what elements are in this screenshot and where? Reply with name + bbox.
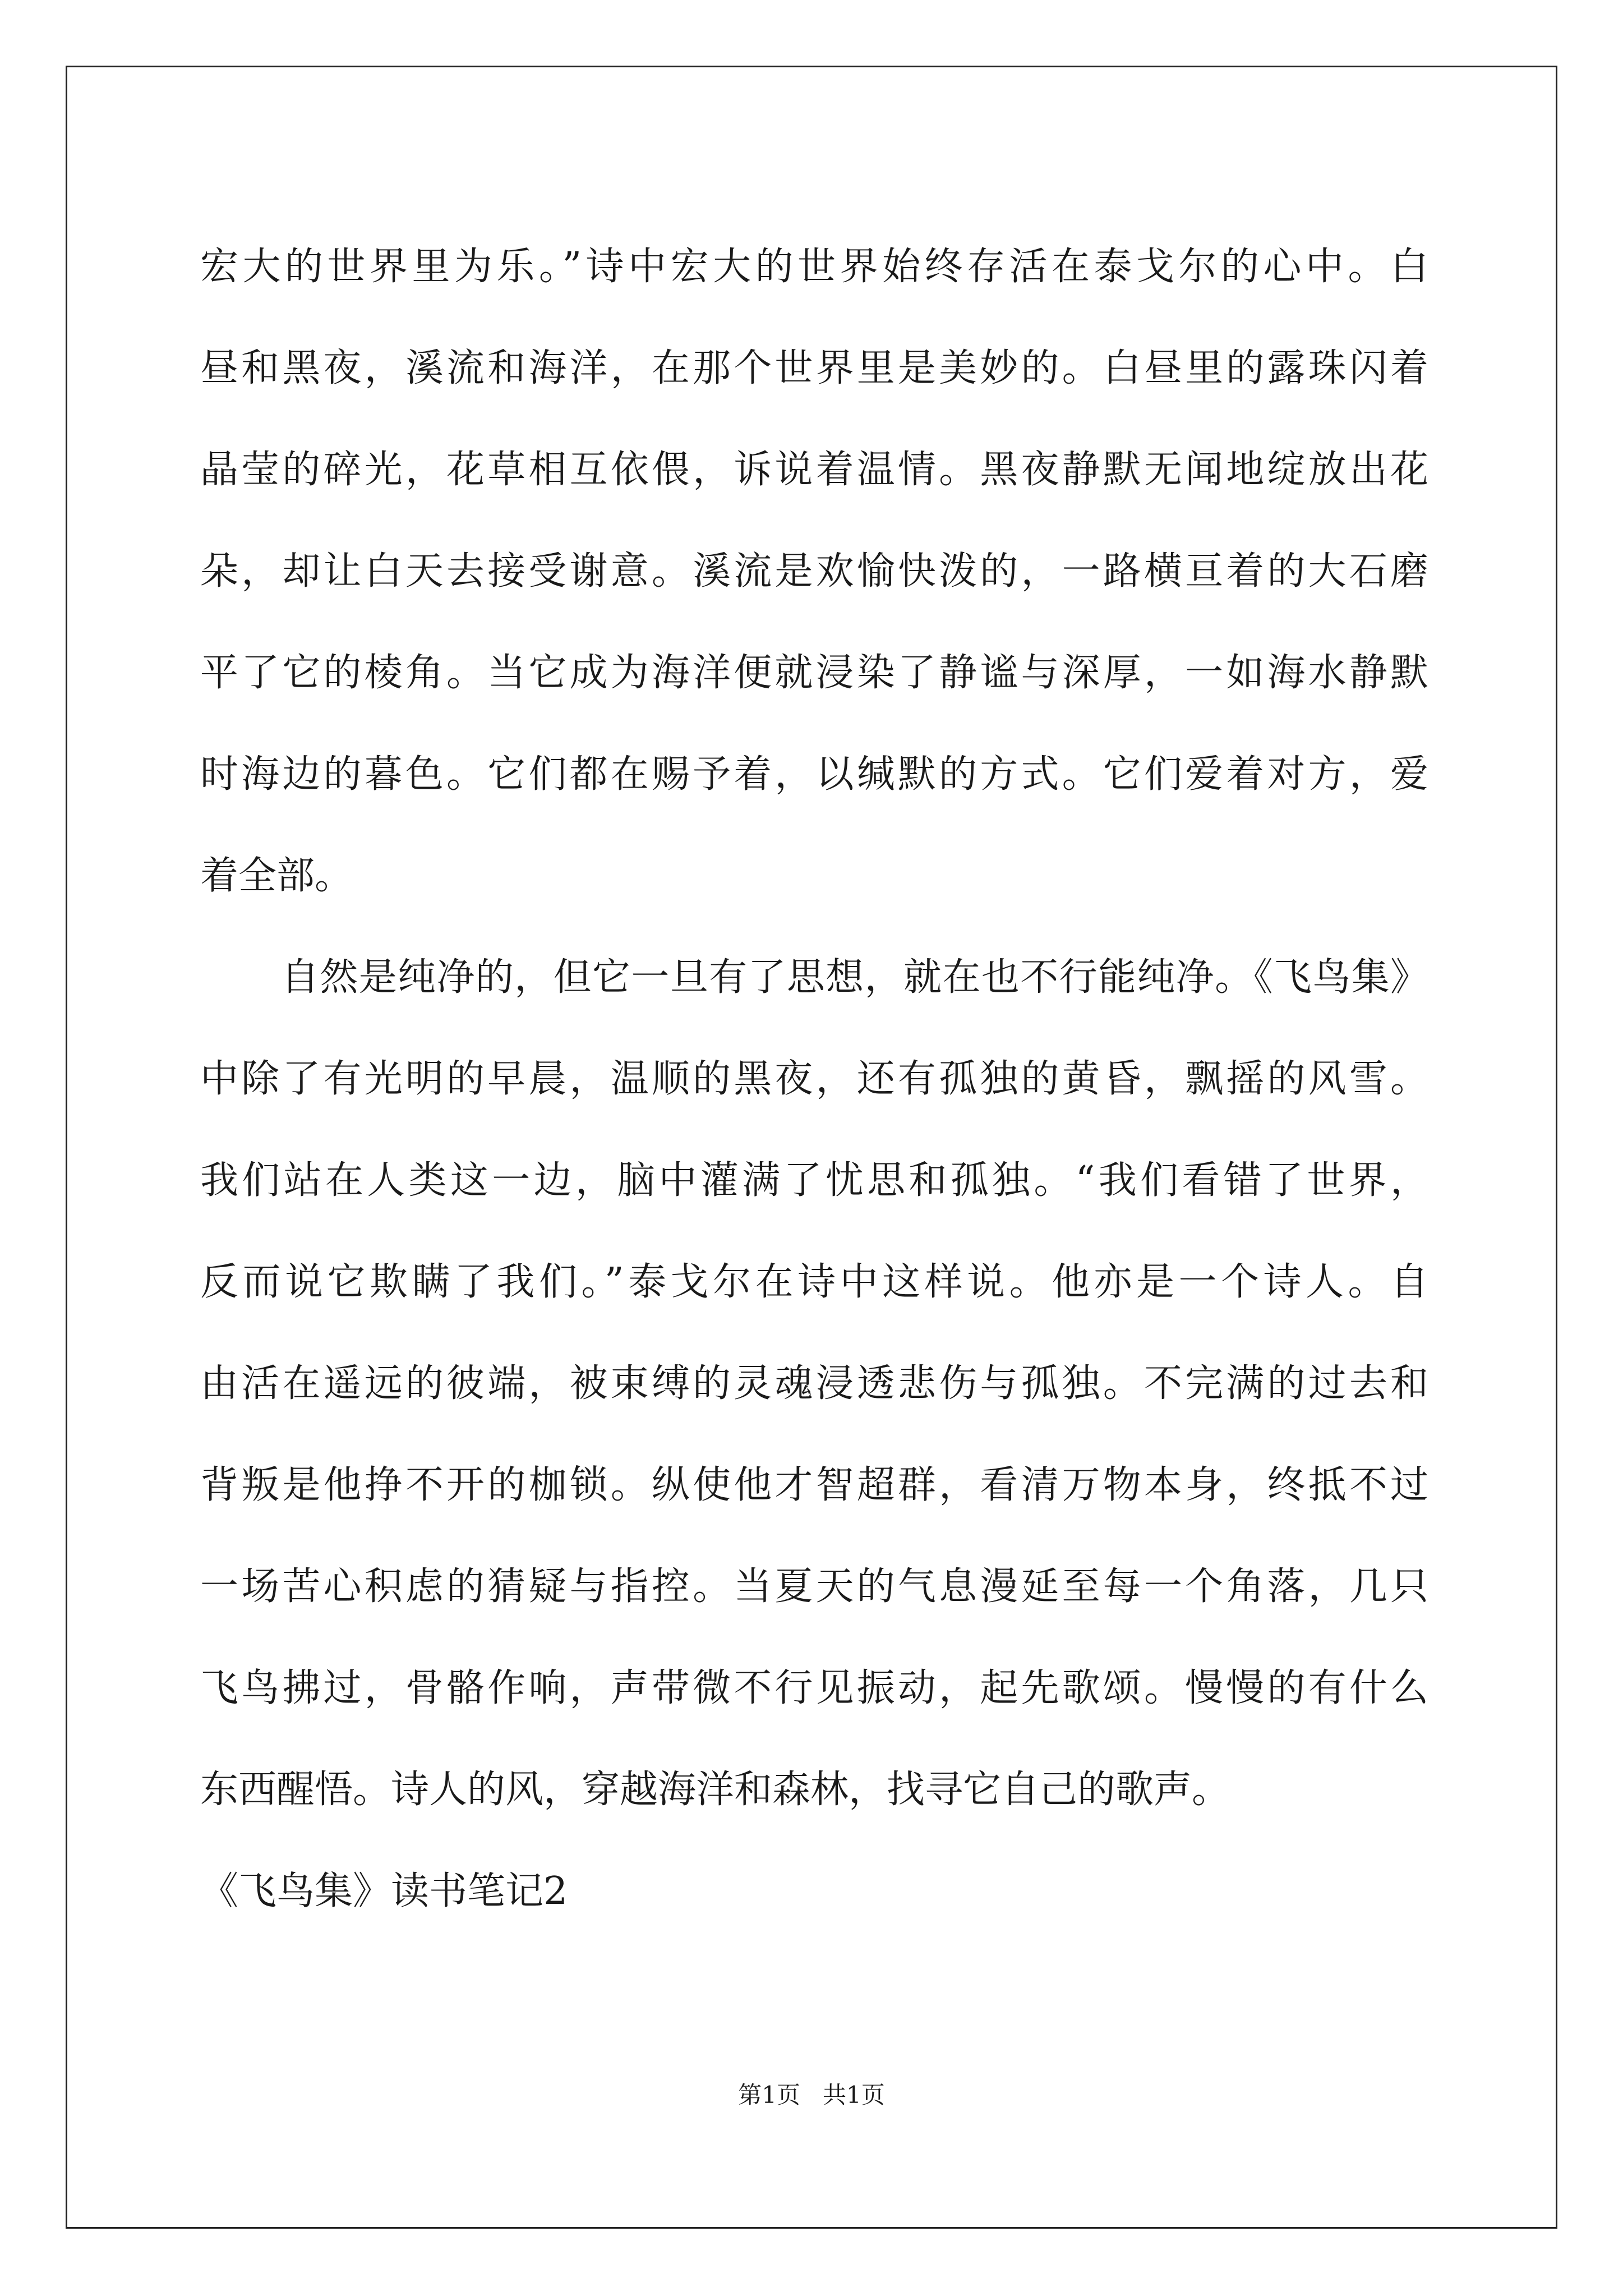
text-line: 东西醒悟。诗人的风，穿越海洋和森林，找寻它自己的歌声。 xyxy=(200,1768,1230,1812)
paragraph xyxy=(200,216,1428,927)
page-number-footer: 第1页 共1页 xyxy=(738,2081,885,2109)
text-line: 背叛是他挣不开的枷锁。纵使他才智超群，看清万物本身，终抵不过 xyxy=(200,1463,1428,1507)
text-line: 由活在遥远的彼端，被束缚的灵魂浸透悲伤与孤独。不完满的过去和 xyxy=(200,1361,1428,1406)
text-line: 中除了有光明的早晨，温顺的黑夜，还有孤独的黄昏，飘摇的风雪。 xyxy=(200,1057,1428,1101)
text-line: 自然是纯净的，但它一旦有了思想，就在也不行能纯净。《飞鸟集》 xyxy=(281,955,1428,1000)
text-line: 晶莹的碎光，花草相互依偎，诉说着温情。黑夜静默无闻地绽放出花 xyxy=(200,448,1428,492)
text-line: 反而说它欺瞒了我们。”泰戈尔在诗中这样说。他亦是一个诗人。自 xyxy=(200,1260,1428,1304)
text-line: 平了它的棱角。当它成为海洋便就浸染了静谧与深厚，一如海水静默 xyxy=(200,651,1428,695)
text-line: 飞鸟拂过，骨骼作响，声带微不行见振动，起先歌颂。慢慢的有什么 xyxy=(200,1666,1428,1710)
document-body xyxy=(200,216,1428,1942)
section-heading: 《飞鸟集》读书笔记2 xyxy=(200,1869,568,1913)
text-line: 朵，却让白天去接受谢意。溪流是欢愉快泼的，一路横亘着的大石磨 xyxy=(200,549,1428,593)
paragraph xyxy=(200,927,1428,1841)
text-line: 昼和黑夜，溪流和海洋，在那个世界里是美妙的。白昼里的露珠闪着 xyxy=(200,346,1428,390)
text-line: 我们站在人类这一边，脑中灌满了忧思和孤独。“我们看错了世界， xyxy=(200,1158,1428,1203)
text-line: 一场苦心积虑的猜疑与指控。当夏天的气息漫延至每一个角落，几只 xyxy=(200,1565,1428,1609)
text-line: 宏大的世界里为乐。”诗中宏大的世界始终存活在泰戈尔的心中。白 xyxy=(200,245,1428,289)
text-line: 时海边的暮色。它们都在赐予着，以缄默的方式。它们爱着对方，爱 xyxy=(200,752,1428,797)
text-line: 着全部。 xyxy=(200,854,353,898)
